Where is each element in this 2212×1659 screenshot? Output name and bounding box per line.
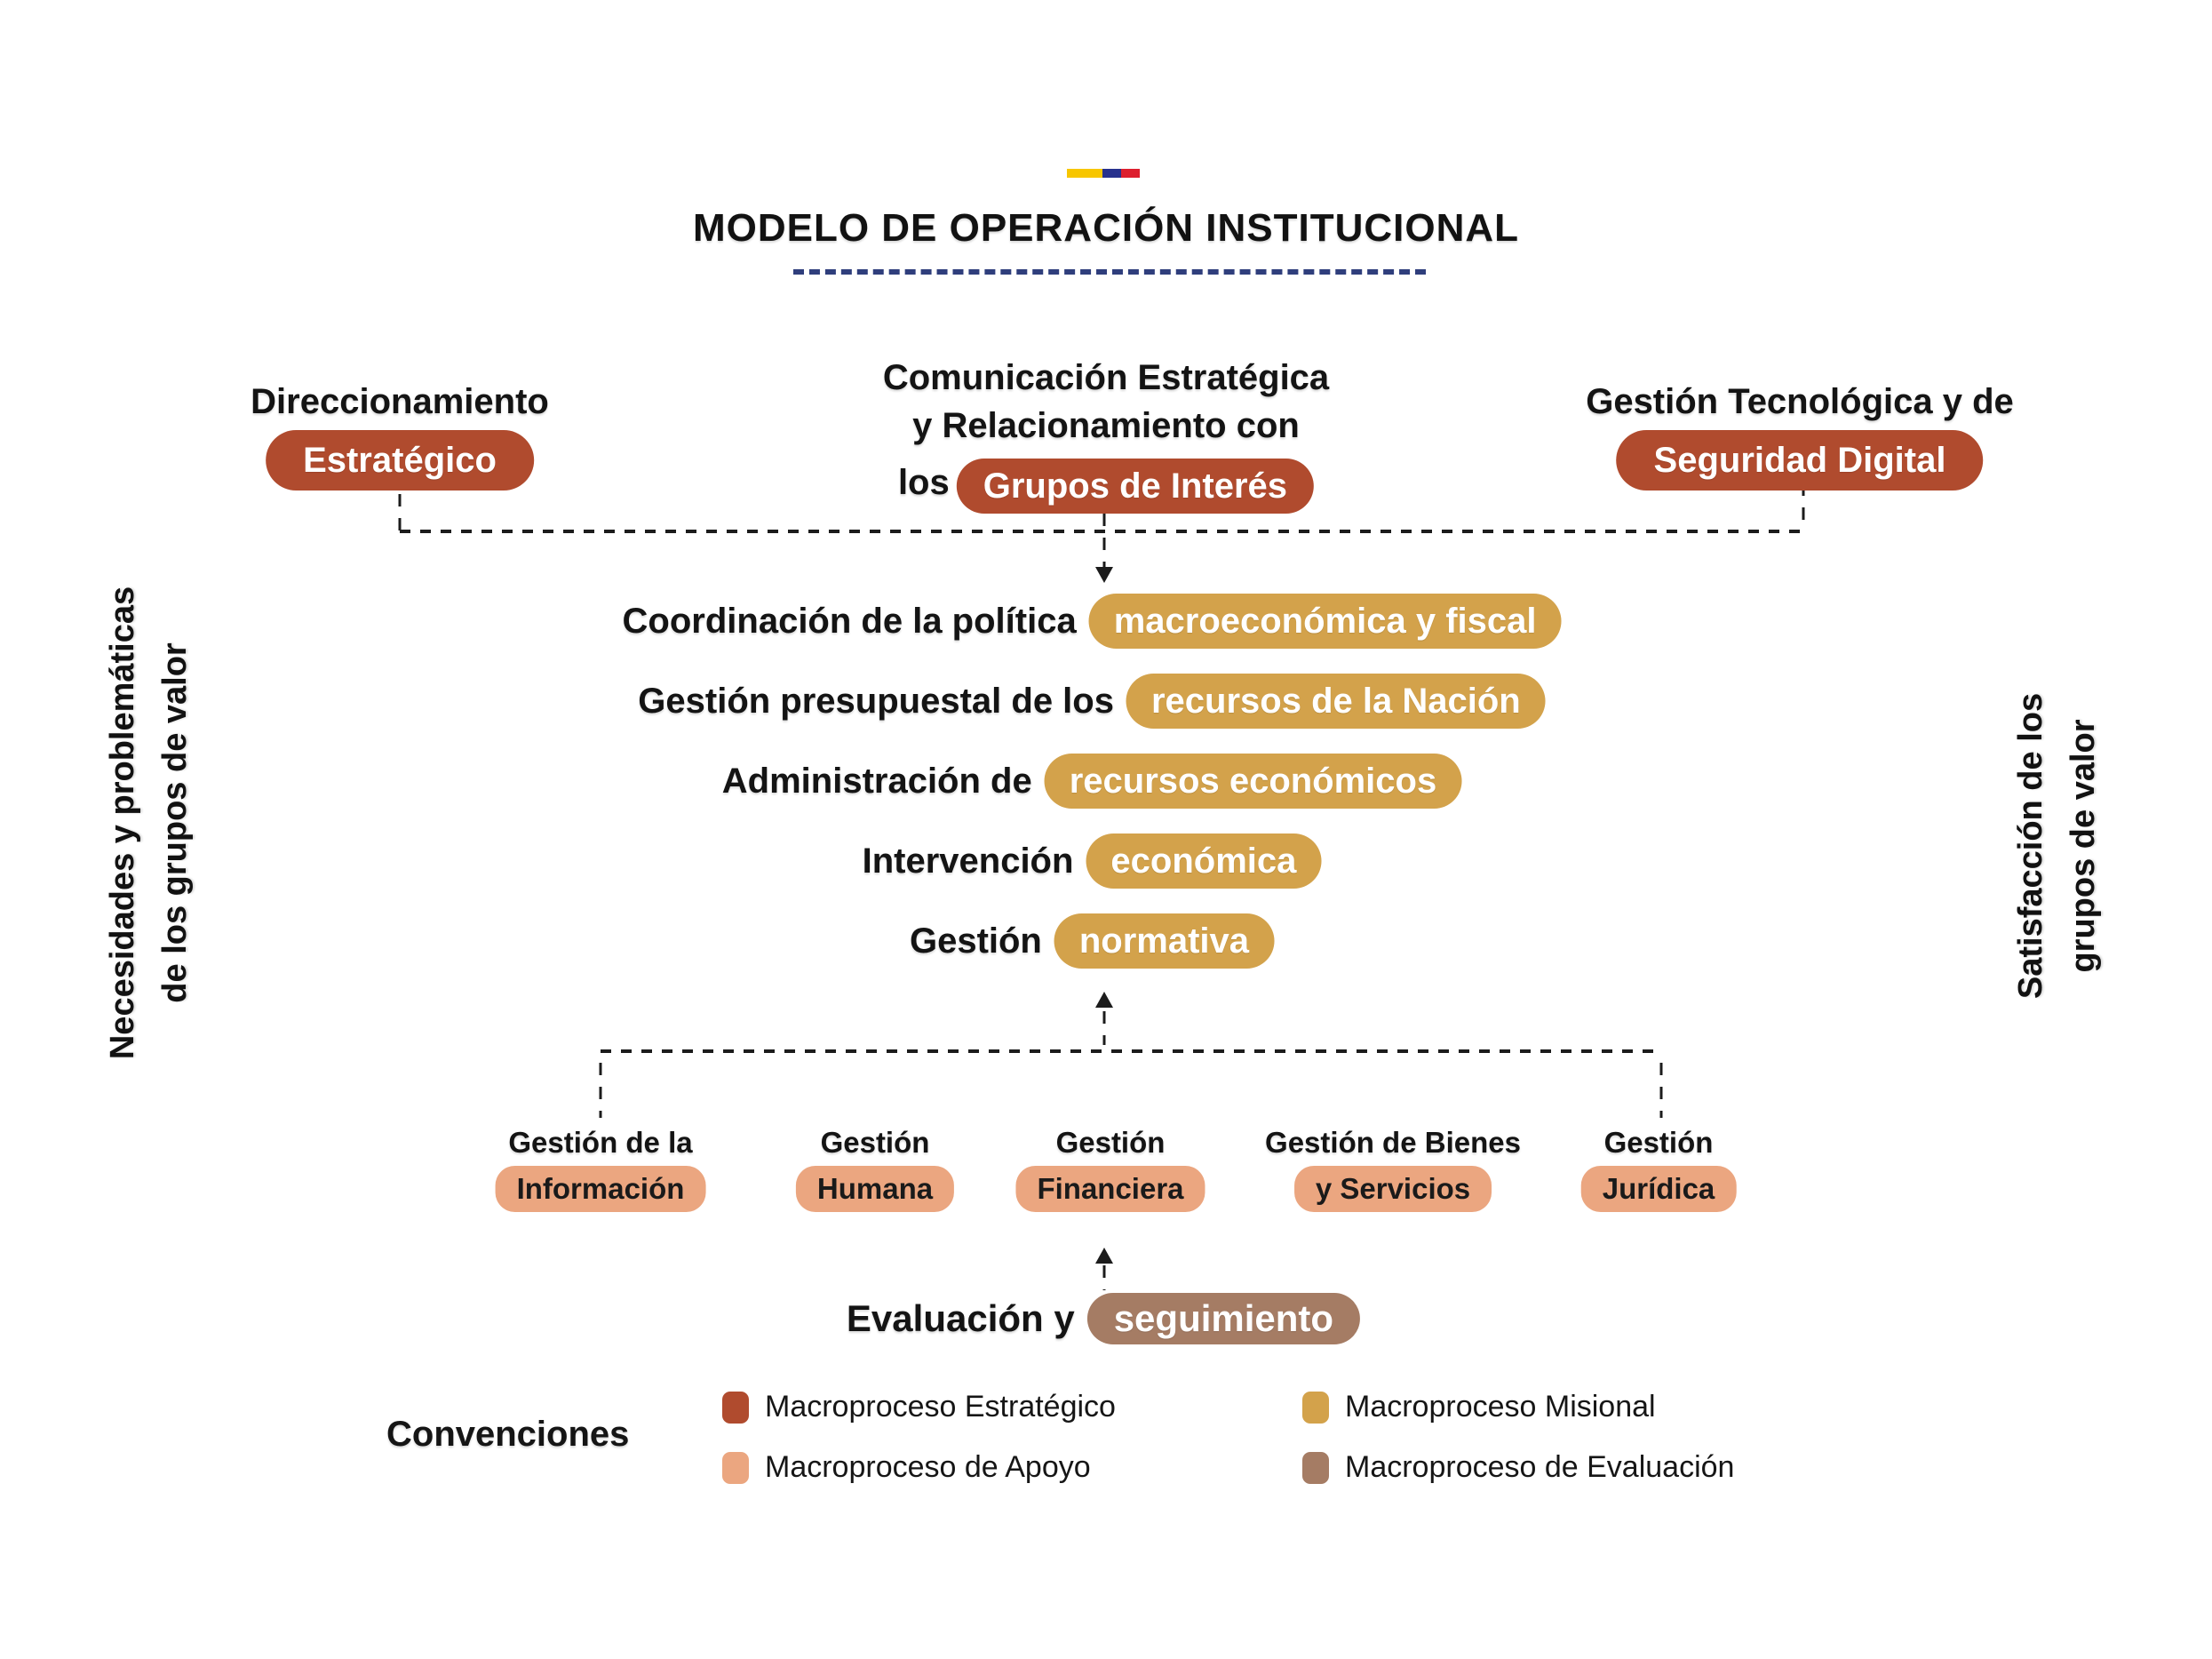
legend-swatch-misional — [1302, 1392, 1329, 1424]
misional-pill: macroeconómica y fiscal — [1089, 594, 1562, 649]
side-label-line: de los grupos de valor — [156, 642, 194, 1003]
support-gestion-juridica — [1581, 1125, 1737, 1212]
misional-row — [863, 833, 1322, 889]
support-gestion-humana — [796, 1125, 954, 1212]
evaluacion-text: Evaluación y — [846, 1297, 1075, 1339]
evaluacion-seguimiento — [847, 1293, 1360, 1344]
support-pill: Humana — [796, 1166, 954, 1212]
legend-title: Convenciones — [386, 1415, 630, 1454]
support-title: Gestión de Bienes — [1265, 1126, 1521, 1159]
arrow-down-icon — [1095, 567, 1113, 583]
misional-text: Gestión — [909, 921, 1042, 961]
strategic-pill: Seguridad Digital — [1617, 430, 1984, 491]
misional-text: Intervención — [862, 841, 1074, 881]
misional-text: Gestión presupuestal de los — [638, 681, 1114, 721]
strategic-comunicacion — [883, 354, 1329, 514]
misional-row — [638, 674, 1545, 729]
misional-row — [722, 754, 1461, 809]
legend-swatch-apoyo — [722, 1452, 749, 1484]
side-label-line: Necesidades y problemáticas — [104, 586, 141, 1060]
support-pill: Información — [496, 1166, 706, 1212]
arrow-up-icon — [1095, 1248, 1113, 1264]
support-gestion-bienes-servicios — [1265, 1125, 1521, 1212]
legend-label: Macroproceso de Apoyo — [765, 1450, 1091, 1484]
support-title: Gestión — [820, 1126, 930, 1159]
strategic-title: Direccionamiento — [251, 382, 549, 421]
support-title: Gestión — [1055, 1126, 1166, 1159]
strategic-pill: Estratégico — [266, 430, 534, 491]
strategic-title: Gestión Tecnológica y de — [1586, 382, 2014, 421]
strategic-pill: Grupos de Interés — [957, 459, 1314, 514]
legend-swatch-evaluacion — [1302, 1452, 1329, 1484]
misional-pill: económica — [1086, 833, 1321, 889]
side-label-satisfaccion — [2005, 693, 2110, 999]
legend-label: Macroproceso de Evaluación — [1345, 1450, 1735, 1484]
support-pill: Jurídica — [1581, 1166, 1737, 1212]
legend-label: Macroproceso Estratégico — [765, 1390, 1116, 1424]
support-gestion-financiera — [1015, 1125, 1205, 1212]
strategic-title-line: Comunicación Estratégica — [882, 358, 1330, 397]
legend-item — [1302, 1450, 1734, 1485]
legend-swatch-estrategico — [722, 1392, 749, 1424]
strategic-direccionamiento — [251, 380, 549, 491]
side-label-necesidades — [97, 586, 202, 1059]
legend-item — [722, 1450, 1091, 1485]
side-label-line: Satisfacción de los — [2012, 692, 2049, 1000]
arrow-up-icon — [1095, 992, 1113, 1008]
misional-text: Coordinación de la política — [622, 601, 1077, 641]
misional-row — [623, 594, 1562, 649]
page-title: MODELO DE OPERACIÓN INSTITUCIONAL — [692, 206, 1520, 250]
support-gestion-informacion — [496, 1125, 706, 1212]
support-title: Gestión — [1603, 1126, 1714, 1159]
support-pill: Financiera — [1015, 1166, 1205, 1212]
misional-row — [910, 913, 1274, 969]
misional-pill: recursos de la Nación — [1126, 674, 1546, 729]
colombia-flag-icon — [1067, 169, 1140, 178]
support-title: Gestión de la — [508, 1126, 693, 1159]
misional-text: Administración de — [721, 761, 1032, 801]
side-label-line: grupos de valor — [2065, 719, 2102, 973]
support-pill: y Servicios — [1294, 1166, 1492, 1212]
legend-label: Macroproceso Misional — [1345, 1390, 1656, 1424]
legend-item — [1302, 1390, 1656, 1424]
misional-pill: recursos económicos — [1045, 754, 1462, 809]
misional-pill: normativa — [1054, 913, 1274, 969]
misional-process-list — [623, 594, 1562, 969]
title-underline — [793, 269, 1426, 275]
strategic-title-line: los — [897, 463, 950, 502]
legend-item — [722, 1390, 1116, 1424]
evaluacion-pill: seguimiento — [1087, 1293, 1360, 1344]
strategic-title-line: y Relacionamiento con — [912, 406, 1300, 445]
strategic-gestion-tecnologica — [1586, 380, 2014, 491]
